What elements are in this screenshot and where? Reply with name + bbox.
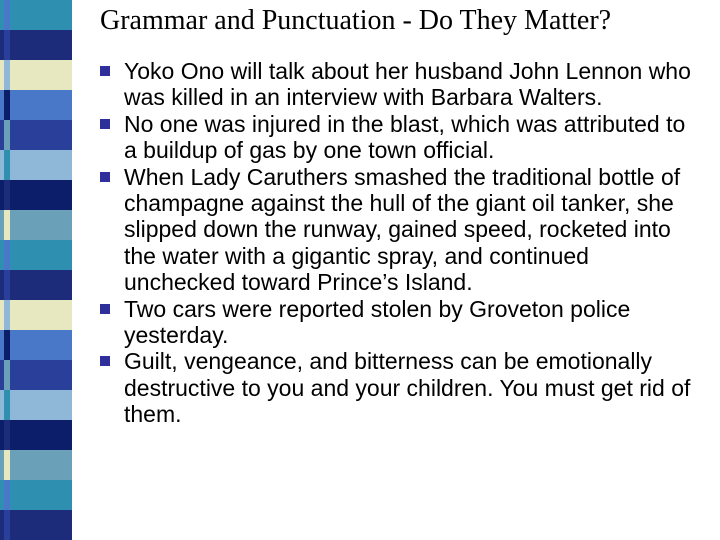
stripe-inner-bar (4, 450, 10, 480)
stripe-inner-bar (4, 30, 10, 60)
stripe-block (0, 270, 72, 300)
square-bullet-icon (100, 66, 110, 76)
stripe-block (0, 510, 72, 540)
stripe-block (0, 60, 72, 90)
bullet-item (100, 348, 700, 427)
stripe-block (0, 180, 72, 210)
square-bullet-icon (100, 304, 110, 314)
stripe-block (0, 240, 72, 270)
square-bullet-icon (100, 172, 110, 182)
bullet-text: Yoko Ono will talk about her husband John Lennon who was killed in an interview with Barbara Walters. (124, 58, 691, 111)
stripe-inner-bar (4, 420, 10, 450)
stripe-block (0, 300, 72, 330)
stripe-inner-bar (4, 210, 10, 240)
stripe-inner-bar (4, 90, 10, 120)
stripe-block (0, 330, 72, 360)
bullet-item (100, 296, 700, 349)
stripe-block (0, 120, 72, 150)
bullet-text: Guilt, vengeance, and bitterness can be emotionally destructive to you and your children. You must get rid of them. (124, 348, 691, 428)
stripe-inner-bar (4, 120, 10, 150)
square-bullet-icon (100, 119, 110, 129)
stripe-block (0, 0, 72, 30)
stripe-inner-bar (4, 60, 10, 90)
bullet-text: When Lady Caruthers smashed the traditional bottle of champagne against the hull of the giant oil tanker, she slipped down the runway, gained speed, rocketed into the water with a gigantic spray, and continued unchecked toward Prince’s Island. (124, 163, 681, 296)
stripe-inner-bar (4, 180, 10, 210)
stripe-inner-bar (4, 330, 10, 360)
stripe-block (0, 420, 72, 450)
stripe-inner-bar (4, 390, 10, 420)
stripe-block (0, 390, 72, 420)
bullet-item (100, 164, 700, 296)
stripe-block (0, 90, 72, 120)
stripe-inner-bar (4, 300, 10, 330)
stripe-block (0, 480, 72, 510)
stripe-inner-bar (4, 0, 10, 30)
stripe-block (0, 360, 72, 390)
square-bullet-icon (100, 356, 110, 366)
stripe-inner-bar (4, 480, 10, 510)
bullet-item (100, 58, 700, 111)
stripe-inner-bar (4, 150, 10, 180)
stripe-block (0, 30, 72, 60)
slide-title: Grammar and Punctuation - Do They Matter? (100, 5, 612, 36)
stripe-block (0, 450, 72, 480)
bullet-list (100, 58, 700, 428)
stripe-inner-bar (4, 270, 10, 300)
stripe-inner-bar (4, 240, 10, 270)
stripe-inner-bar (4, 510, 10, 540)
bullet-item (100, 111, 700, 164)
decorative-stripe (0, 0, 72, 540)
bullet-text: No one was injured in the blast, which was attributed to a buildup of gas by one town official. (124, 110, 686, 164)
stripe-block (0, 210, 72, 240)
stripe-inner-bar (4, 360, 10, 390)
stripe-block (0, 150, 72, 180)
bullet-text: Two cars were reported stolen by Groveton police yesterday. (124, 295, 631, 349)
